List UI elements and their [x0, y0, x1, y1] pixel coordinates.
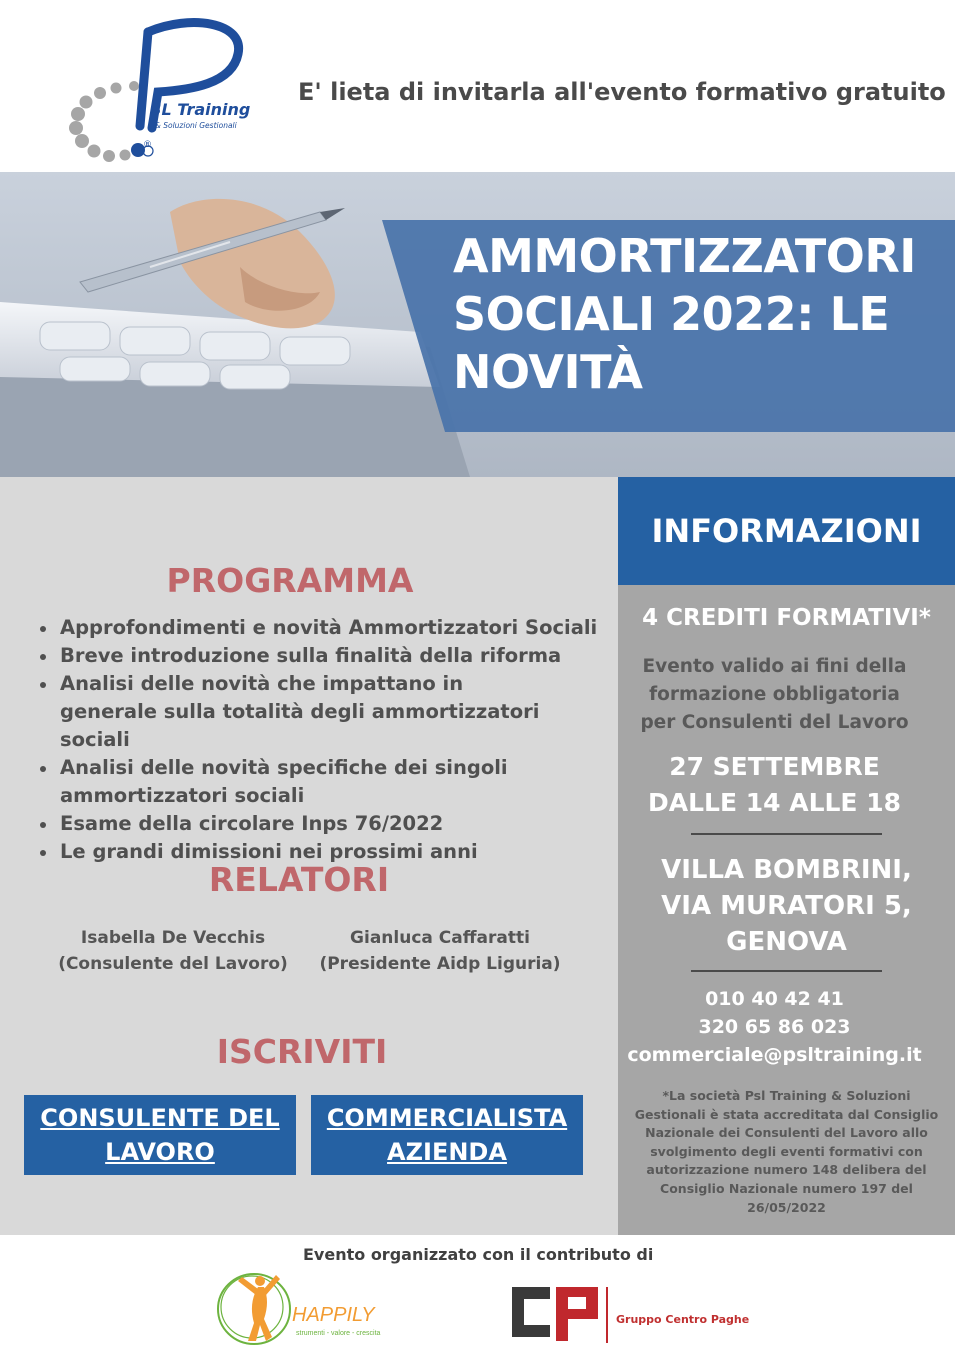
invite-text: E' lieta di invitarla all'evento formativo gratuito [298, 78, 946, 106]
program-title: PROGRAMMA [166, 561, 414, 600]
accreditation-note [618, 1087, 955, 1217]
centro-paghe-name: Gruppo Centro Paghe [616, 1313, 750, 1326]
logo-subtext: & Soluzioni Gestionali [155, 121, 237, 130]
date-line: DALLE 14 ALLE 18 [647, 788, 901, 817]
phone-2: 320 65 86 023 [698, 1016, 851, 1038]
hero-banner [0, 172, 955, 477]
info-panel [618, 477, 955, 1235]
register-button-label: CONSULENTE DEL [40, 1104, 280, 1132]
validity-line: per Consulenti del Lavoro [640, 712, 909, 733]
email-link[interactable]: commerciale@psltraining.it [627, 1044, 922, 1066]
note-line: Gestionali è stata accreditata dal Consiglio [634, 1106, 939, 1122]
divider [691, 970, 882, 972]
logo-mark: ® [143, 140, 152, 150]
program-panel [0, 477, 618, 1235]
event-title-line: SOCIALI 2022: LE [453, 287, 890, 341]
speakers-title: RELATORI [208, 860, 390, 899]
program-item: Analisi delle novità specifiche dei singoli ammortizzatori sociali [38, 754, 508, 810]
divider [691, 833, 882, 835]
logo-text: SL Training [150, 100, 251, 119]
sponsor-intro: Evento organizzato con il contributo di [303, 1245, 654, 1264]
register-title: ISCRIVITI [216, 1032, 388, 1071]
event-date [606, 749, 943, 821]
happily-tagline: strumenti - valore - crescita [296, 1330, 381, 1337]
register-commercialista-button[interactable] [311, 1095, 583, 1175]
program-item: Analisi delle novità che impattano in generale sulla totalità degli ammortizzatori sociali [38, 670, 558, 754]
info-title: INFORMAZIONI [618, 477, 955, 585]
footer [0, 1235, 955, 1351]
note-line: svolgimento degli eventi formativi con [650, 1143, 923, 1159]
register-button-label: AZIENDA [387, 1138, 507, 1166]
register-consulente-button[interactable] [24, 1095, 296, 1175]
note-line: autorizzazione numero 148 delibera del [646, 1162, 927, 1178]
program-item: Le grandi dimissioni nei prossimi anni [38, 838, 608, 866]
speaker-1 [43, 925, 303, 977]
note-line: 26/05/2022 [747, 1199, 826, 1215]
program-item: Breve introduzione sulla finalità della riforma [38, 642, 608, 670]
credits: 4 CREDITI FORMATIVI* [642, 605, 931, 631]
header [0, 0, 955, 172]
psl-logo-icon [40, 18, 270, 168]
event-location [618, 852, 955, 960]
program-item: Approfondimenti e novità Ammortizzatori Sociali [38, 614, 608, 642]
event-title-line: AMMORTIZZATORI [453, 229, 916, 283]
register-button-label: COMMERCIALISTA [326, 1104, 568, 1132]
validity-line: formazione obbligatoria [649, 684, 900, 705]
speaker-name: Isabella De Vecchis [80, 928, 266, 948]
event-title [453, 227, 948, 401]
program-item: Esame della circolare Inps 76/2022 [38, 810, 608, 838]
happily-name: HAPPILY [292, 1304, 375, 1326]
location-line: VIA MURATORI 5, [661, 891, 912, 921]
contacts [606, 985, 943, 1069]
register-button-label: LAVORO [105, 1138, 215, 1166]
location-line: GENOVA [726, 927, 847, 957]
date-line: 27 SETTEMBRE [669, 752, 880, 781]
validity-text [606, 653, 943, 737]
location-line: VILLA BOMBRINI, [661, 855, 912, 885]
speaker-2 [310, 925, 570, 977]
note-line: Nazionale dei Consulenti del Lavoro allo [645, 1125, 928, 1141]
program-list [38, 614, 608, 866]
speaker-name: Gianluca Caffaratti [350, 928, 530, 948]
validity-line: Evento valido ai fini della [642, 656, 907, 677]
note-line: Consiglio Nazionale numero 197 del [660, 1180, 913, 1196]
event-title-line: NOVITÀ [453, 345, 643, 399]
speaker-role: (Consulente del Lavoro) [58, 954, 288, 974]
speaker-role: (Presidente Aidp Liguria) [319, 954, 561, 974]
happily-logo-icon [212, 1257, 402, 1347]
phone-1: 010 40 42 41 [705, 988, 844, 1010]
note-line: *La società Psl Training & Soluzioni [662, 1088, 911, 1103]
